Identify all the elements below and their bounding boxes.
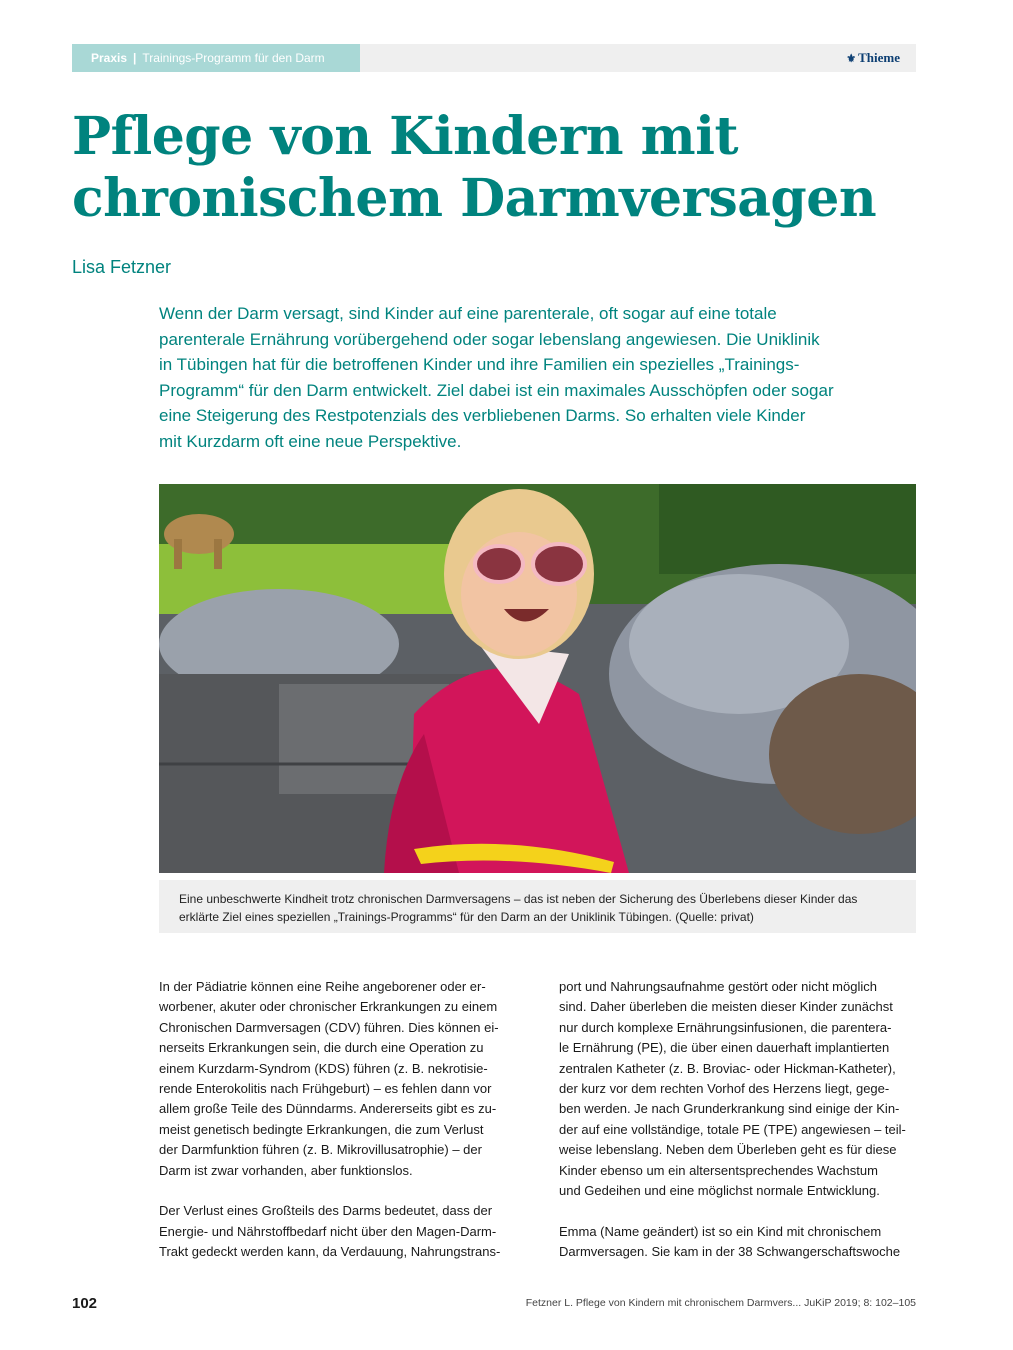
running-header: [72, 44, 916, 72]
section-tag: [72, 44, 360, 72]
body-line: allem große Teile des Dünndarms. Andererseits gibt es zu-: [159, 1101, 497, 1117]
article-lead: [159, 301, 919, 454]
body-line: einem Kurzdarm-Syndrom (KDS) führen (z. B. nekrotisie-: [159, 1060, 488, 1076]
publisher-logo: [846, 44, 900, 72]
paragraph-gap: [159, 1181, 519, 1201]
article-title: [72, 106, 932, 230]
article-author: Lisa Fetzner: [72, 257, 172, 277]
section-label: Praxis: [91, 51, 128, 65]
title-line: chronischem Darmversagen: [72, 168, 877, 229]
body-line: der Darmfunktion führen (z. B. Mikrovillusatrophie) – der: [159, 1142, 482, 1158]
caption-line: Eine unbeschwerte Kindheit trotz chronischen Darmversagens – das ist neben der Sicherung des Überlebens dieser Kinder das: [179, 892, 858, 906]
body-line: der kurz vor dem rechten Vorhof des Herzens liegt, gege-: [559, 1081, 890, 1097]
caption-line: erklärte Ziel eines speziellen „Trainings-Programms“ für den Darm an der Uniklinik Tübingen. (Quelle: privat): [179, 910, 754, 924]
article-photo: [159, 484, 916, 873]
body-line: Darmversagen. Sie kam in der 38 Schwangerschaftswoche: [559, 1244, 901, 1260]
body-line: Energie- und Nährstoffbedarf nicht über den Magen-Darm-: [159, 1223, 497, 1239]
body-line: rende Enterokolitis nach Frühgeburt) – es fehlen dann vor: [159, 1081, 492, 1097]
child-photo-illustration: [159, 484, 916, 873]
section-separator: |: [133, 51, 137, 65]
publisher-name: Thieme: [858, 50, 900, 65]
body-line: port und Nahrungsaufnahme gestört oder nicht möglich: [559, 979, 877, 994]
body-line: meist genetisch bedingte Erkrankungen, die zum Verlust: [159, 1121, 484, 1137]
body-line: In der Pädiatrie können eine Reihe angeborener oder er-: [159, 979, 486, 994]
body-line: nerseits Erkrankungen sein, die durch eine Operation zu: [159, 1040, 484, 1056]
body-line: le Ernährung (PE), die über einen dauerhaft implantierten: [559, 1040, 890, 1056]
paragraph-gap: [559, 1201, 919, 1221]
lead-line: Programm“ für den Darm entwickelt. Ziel dabei ist ein maximales Ausschöpfen oder sogar: [159, 380, 834, 400]
figure-caption: [159, 880, 916, 933]
lead-line: in Tübingen hat für die betroffenen Kinder und ihre Familien ein spezielles „Trainings-: [159, 355, 800, 374]
body-column-right: [559, 977, 919, 1263]
body-line: Darm ist zwar vorhanden, aber funktionslos.: [159, 1162, 413, 1178]
body-line: ben werden. Je nach Grunderkrankung sind einige der Kin-: [559, 1101, 900, 1117]
body-line: Emma (Name geändert) ist so ein Kind mit chronischem: [559, 1223, 882, 1239]
title-line: Pflege von Kindern mit: [72, 106, 738, 167]
footer-citation: Fetzner L. Pflege von Kindern mit chronischem Darmvers... JuKiP 2019; 8: 102–105: [525, 1297, 916, 1309]
body-line: nur durch komplexe Ernährungsinfusionen, die parentera-: [559, 1019, 892, 1035]
body-line: der auf eine vollständige, totale PE (TPE) angewiesen – teil-: [559, 1121, 906, 1137]
body-line: zentralen Katheter (z. B. Broviac- oder Hickman-Katheter),: [559, 1060, 896, 1076]
body-column-left: [159, 977, 519, 1263]
page-number: 102: [72, 1295, 98, 1312]
body-line: sind. Daher überleben die meisten dieser Kinder zunächst: [559, 999, 893, 1015]
body-line: Chronischen Darmversagen (CDV) führen. Dies können ei-: [159, 1019, 499, 1035]
lead-line: Wenn der Darm versagt, sind Kinder auf eine parenterale, oft sogar auf eine totale: [159, 304, 777, 323]
thieme-crest-icon: ⚜: [846, 53, 857, 65]
body-line: Der Verlust eines Großteils des Darms bedeutet, dass der: [159, 1203, 493, 1219]
body-line: und Gedeihen und eine möglichst normale Entwicklung.: [559, 1183, 880, 1199]
lead-line: eine Steigerung des Restpotenzials des verbliebenen Darms. So erhalten viele Kinder: [159, 406, 806, 425]
lead-line: mit Kurzdarm oft eine neue Perspektive.: [159, 431, 462, 451]
section-subtitle: Trainings-Programm für den Darm: [142, 51, 325, 65]
body-line: Kinder ebenso um ein altersentsprechendes Wachstum: [559, 1162, 878, 1178]
body-line: weise lebenslang. Neben dem Überleben geht es für diese: [559, 1142, 897, 1158]
lead-line: parenterale Ernährung vorübergehend oder sogar lebenslang angewiesen. Die Uniklinik: [159, 329, 820, 349]
body-line: Trakt gedeckt werden kann, da Verdauung, Nahrungstrans-: [159, 1244, 501, 1260]
body-line: worbener, akuter oder chronischer Erkrankungen zu einem: [159, 999, 498, 1015]
